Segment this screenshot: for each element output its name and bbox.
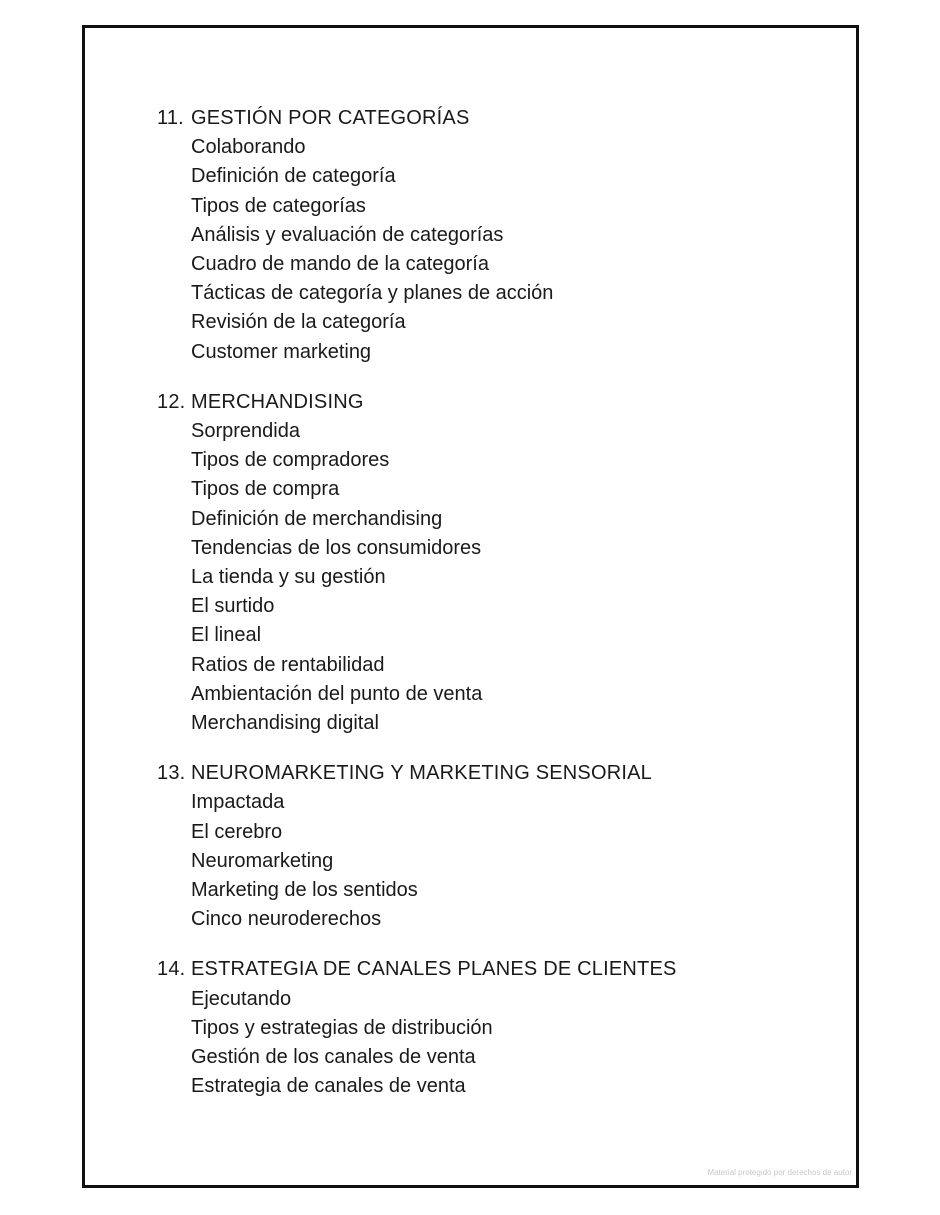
topic-item: Cinco neuroderechos — [191, 908, 382, 931]
chapter-number: 11. — [157, 107, 184, 129]
table-of-contents — [157, 104, 797, 1123]
chapter-title: MERCHANDISING — [191, 390, 364, 413]
topic-item: La tienda y su gestión — [191, 566, 386, 589]
topic-item: Marketing de los sentidos — [191, 879, 418, 902]
chapter-title: GESTIÓN POR CATEGORÍAS — [191, 107, 470, 129]
chapter-title: ESTRATEGIA DE CANALES PLANES DE CLIENTES — [191, 958, 677, 981]
topic-item: Revisión de la categoría — [191, 311, 406, 334]
topic-list — [157, 788, 797, 934]
topic-item: Ratios de rentabilidad — [191, 653, 385, 676]
chapter-section — [157, 104, 797, 367]
topic-item: Neuromarketing — [191, 849, 334, 872]
topic-item: Tipos de compradores — [191, 449, 390, 472]
copyright-watermark: Material protegido por derechos de autor — [707, 1168, 852, 1177]
topic-item: Tipos de compra — [191, 478, 340, 501]
topic-item: Colaborando — [191, 136, 306, 159]
topic-item: Tipos de categorías — [191, 194, 366, 217]
chapter-section — [157, 759, 797, 934]
chapter-number: 12. — [157, 390, 186, 413]
topic-item: Estrategia de canales de venta — [191, 1075, 466, 1098]
topic-item: El lineal — [191, 624, 262, 647]
chapter-section — [157, 955, 797, 1101]
topic-item: Cuadro de mando de la categoría — [191, 253, 489, 276]
topic-item: Análisis y evaluación de categorías — [191, 223, 504, 246]
page-frame — [82, 25, 859, 1188]
topic-item: Ejecutando — [191, 987, 292, 1010]
chapter-heading — [157, 759, 797, 788]
topic-list — [157, 133, 797, 367]
topic-item: El surtido — [191, 595, 275, 618]
chapter-title: NEUROMARKETING Y MARKETING SENSORIAL — [191, 762, 652, 785]
chapter-number: 14. — [157, 958, 186, 981]
topic-item: Tendencias de los consumidores — [191, 536, 482, 559]
topic-item: Definición de categoría — [191, 165, 396, 188]
topic-item: Impactada — [191, 791, 285, 814]
topic-item: Ambientación del punto de venta — [191, 682, 483, 705]
topic-item: Tácticas de categoría y planes de acción — [191, 282, 554, 305]
topic-item: Tipos y estrategias de distribución — [191, 1016, 493, 1039]
chapter-heading — [157, 104, 797, 133]
topic-item: Customer marketing — [191, 340, 372, 363]
chapter-heading — [157, 955, 797, 984]
topic-item: Gestión de los canales de venta — [191, 1046, 476, 1069]
topic-list — [157, 417, 797, 738]
chapter-number: 13. — [157, 762, 186, 785]
topic-item: Sorprendida — [191, 420, 300, 443]
chapter-heading — [157, 388, 797, 417]
chapter-section — [157, 388, 797, 738]
topic-list — [157, 985, 797, 1102]
topic-item: Merchandising digital — [191, 712, 379, 735]
topic-item: Definición de merchandising — [191, 507, 443, 530]
topic-item: El cerebro — [191, 820, 283, 843]
